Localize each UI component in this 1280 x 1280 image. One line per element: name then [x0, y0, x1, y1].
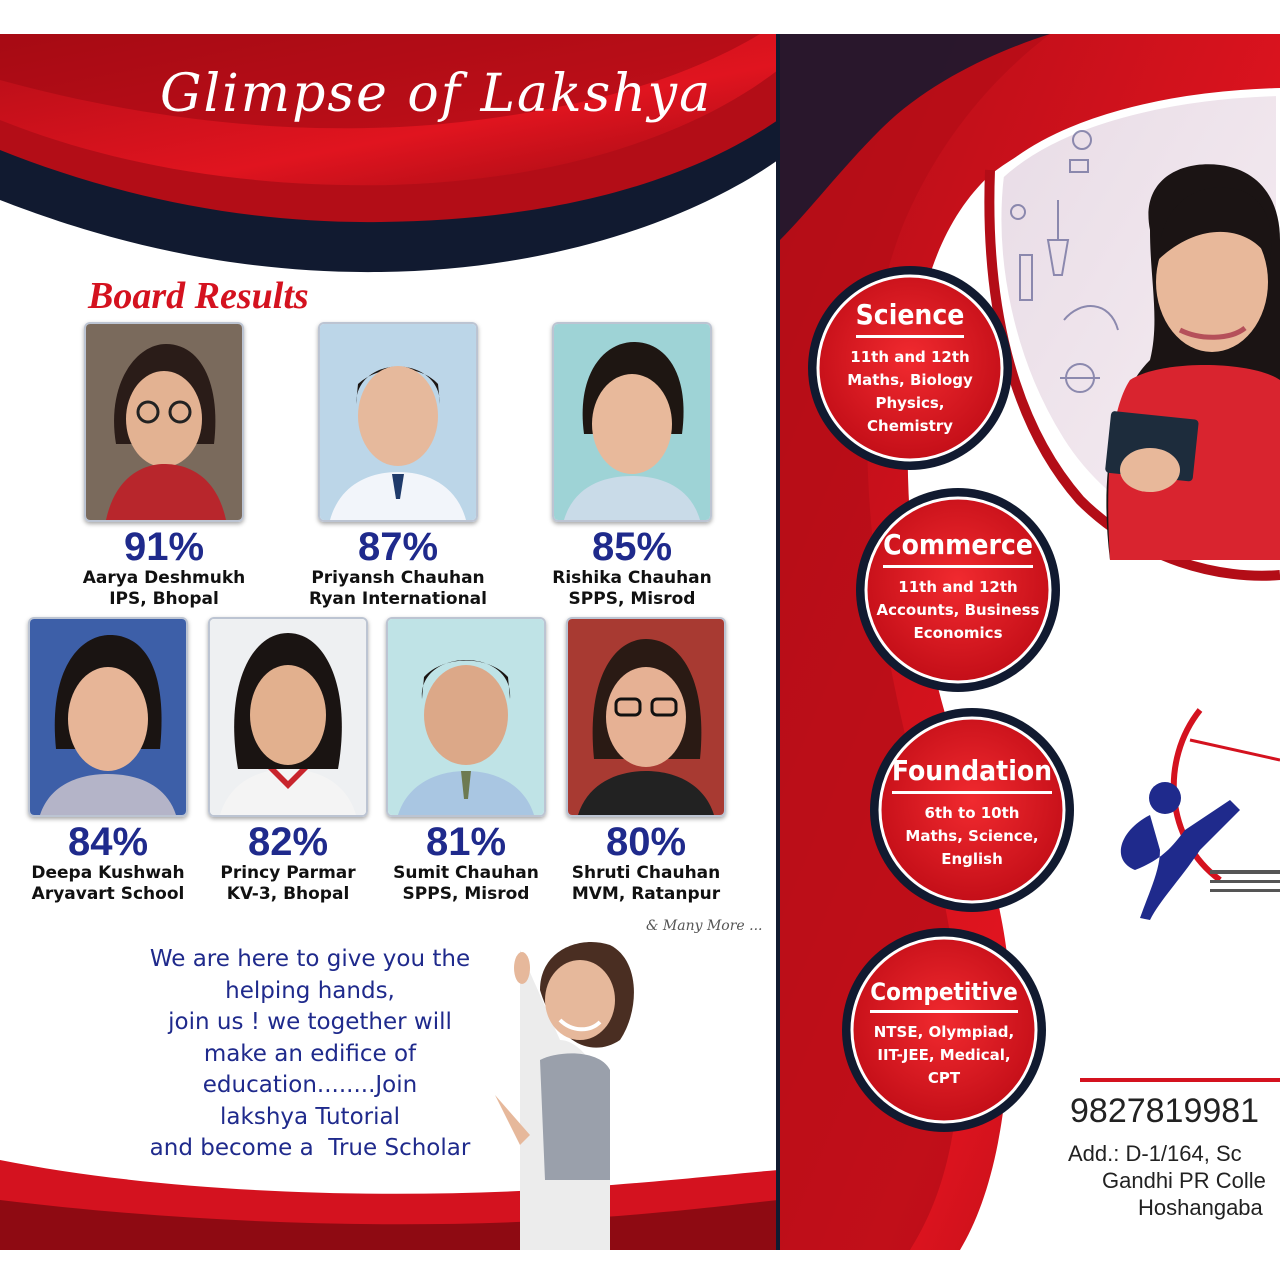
tagline-line: education........Join — [202, 1072, 418, 1098]
address-line: Gandhi PR Colle — [1102, 1168, 1266, 1193]
course-competitive — [862, 978, 1026, 1090]
student-school: Aryavart School — [31, 884, 185, 904]
course-title: Competitive — [870, 978, 1017, 1013]
student-school: Ryan International — [309, 589, 487, 609]
many-more-text: & Many More ... — [646, 918, 763, 934]
student-name: Rishika Chauhan — [552, 568, 712, 588]
course-title: Foundation — [892, 754, 1052, 794]
course-line: IIT-JEE, Medical, — [877, 1046, 1011, 1064]
student-school: MVM, Ratanpur — [571, 884, 721, 904]
student-percent: 80% — [605, 820, 687, 864]
tagline-line: and become a True Scholar — [149, 1135, 471, 1161]
course-line: 11th and 12th — [850, 348, 970, 366]
course-line: Economics — [913, 624, 1003, 642]
archer-logo-icon — [1121, 710, 1280, 920]
student-school: KV-3, Bhopal — [226, 884, 350, 904]
course-line: 11th and 12th — [898, 578, 1018, 596]
student-card — [8, 617, 208, 905]
page-title: Glimpse of Lakshya — [160, 64, 713, 124]
student-photo — [386, 617, 546, 817]
student-card — [546, 617, 746, 905]
student-photo — [28, 617, 188, 817]
student-percent: 85% — [591, 525, 673, 569]
course-line: English — [941, 850, 1003, 868]
student-photo — [208, 617, 368, 817]
course-line: Maths, Biology — [847, 371, 973, 389]
student-card — [64, 322, 264, 610]
student-name: Aarya Deshmukh — [82, 568, 246, 588]
course-commerce — [870, 528, 1046, 645]
address-line: Hoshangaba — [1138, 1195, 1263, 1220]
student-card — [532, 322, 732, 610]
student-photo — [552, 322, 712, 522]
tagline — [110, 944, 510, 1165]
course-line: Maths, Science, — [905, 827, 1039, 845]
student-name: Deepa Kushwah — [31, 863, 185, 883]
student-photo — [84, 322, 244, 522]
tagline-line: lakshya Tutorial — [220, 1103, 400, 1130]
student-percent: 82% — [247, 820, 329, 864]
course-science — [830, 298, 990, 438]
course-line: Chemistry — [867, 417, 953, 435]
student-name: Princy Parmar — [220, 863, 356, 883]
course-title: Commerce — [883, 528, 1033, 568]
course-line: Physics, — [875, 394, 945, 412]
course-line: NTSE, Olympiad, — [873, 1023, 1015, 1041]
tagline-line: join us ! we together will — [168, 1009, 452, 1035]
course-line: 6th to 10th — [924, 804, 1020, 822]
course-foundation — [886, 754, 1058, 871]
tagline-line: make an edifice of — [203, 1040, 417, 1067]
course-line: Accounts, Business — [876, 601, 1040, 619]
student-school: SPPS, Misrod — [568, 589, 696, 609]
student-school: SPPS, Misrod — [402, 884, 530, 904]
tagline-line: We are here to give you the — [149, 946, 471, 972]
student-percent: 91% — [123, 525, 205, 569]
student-school: IPS, Bhopal — [109, 589, 219, 609]
course-line: CPT — [927, 1069, 961, 1087]
address-line: Add.: D-1/164, Sc — [1068, 1141, 1242, 1166]
student-photo — [318, 322, 478, 522]
student-name: Priyansh Chauhan — [311, 568, 485, 588]
student-percent: 84% — [67, 820, 149, 864]
course-title: Science — [856, 298, 965, 338]
student-percent: 87% — [357, 525, 439, 569]
phone-number: 9827819981 — [1070, 1092, 1260, 1130]
board-results-heading: Board Results — [88, 275, 309, 317]
tagline-line: helping hands, — [225, 977, 395, 1004]
student-name: Shruti Chauhan — [571, 863, 721, 883]
student-card — [366, 617, 566, 905]
student-name: Sumit Chauhan — [393, 863, 539, 883]
student-percent: 81% — [425, 820, 507, 864]
student-photo — [566, 617, 726, 817]
address — [1068, 1140, 1280, 1221]
student-card — [298, 322, 498, 610]
student-card — [188, 617, 388, 905]
